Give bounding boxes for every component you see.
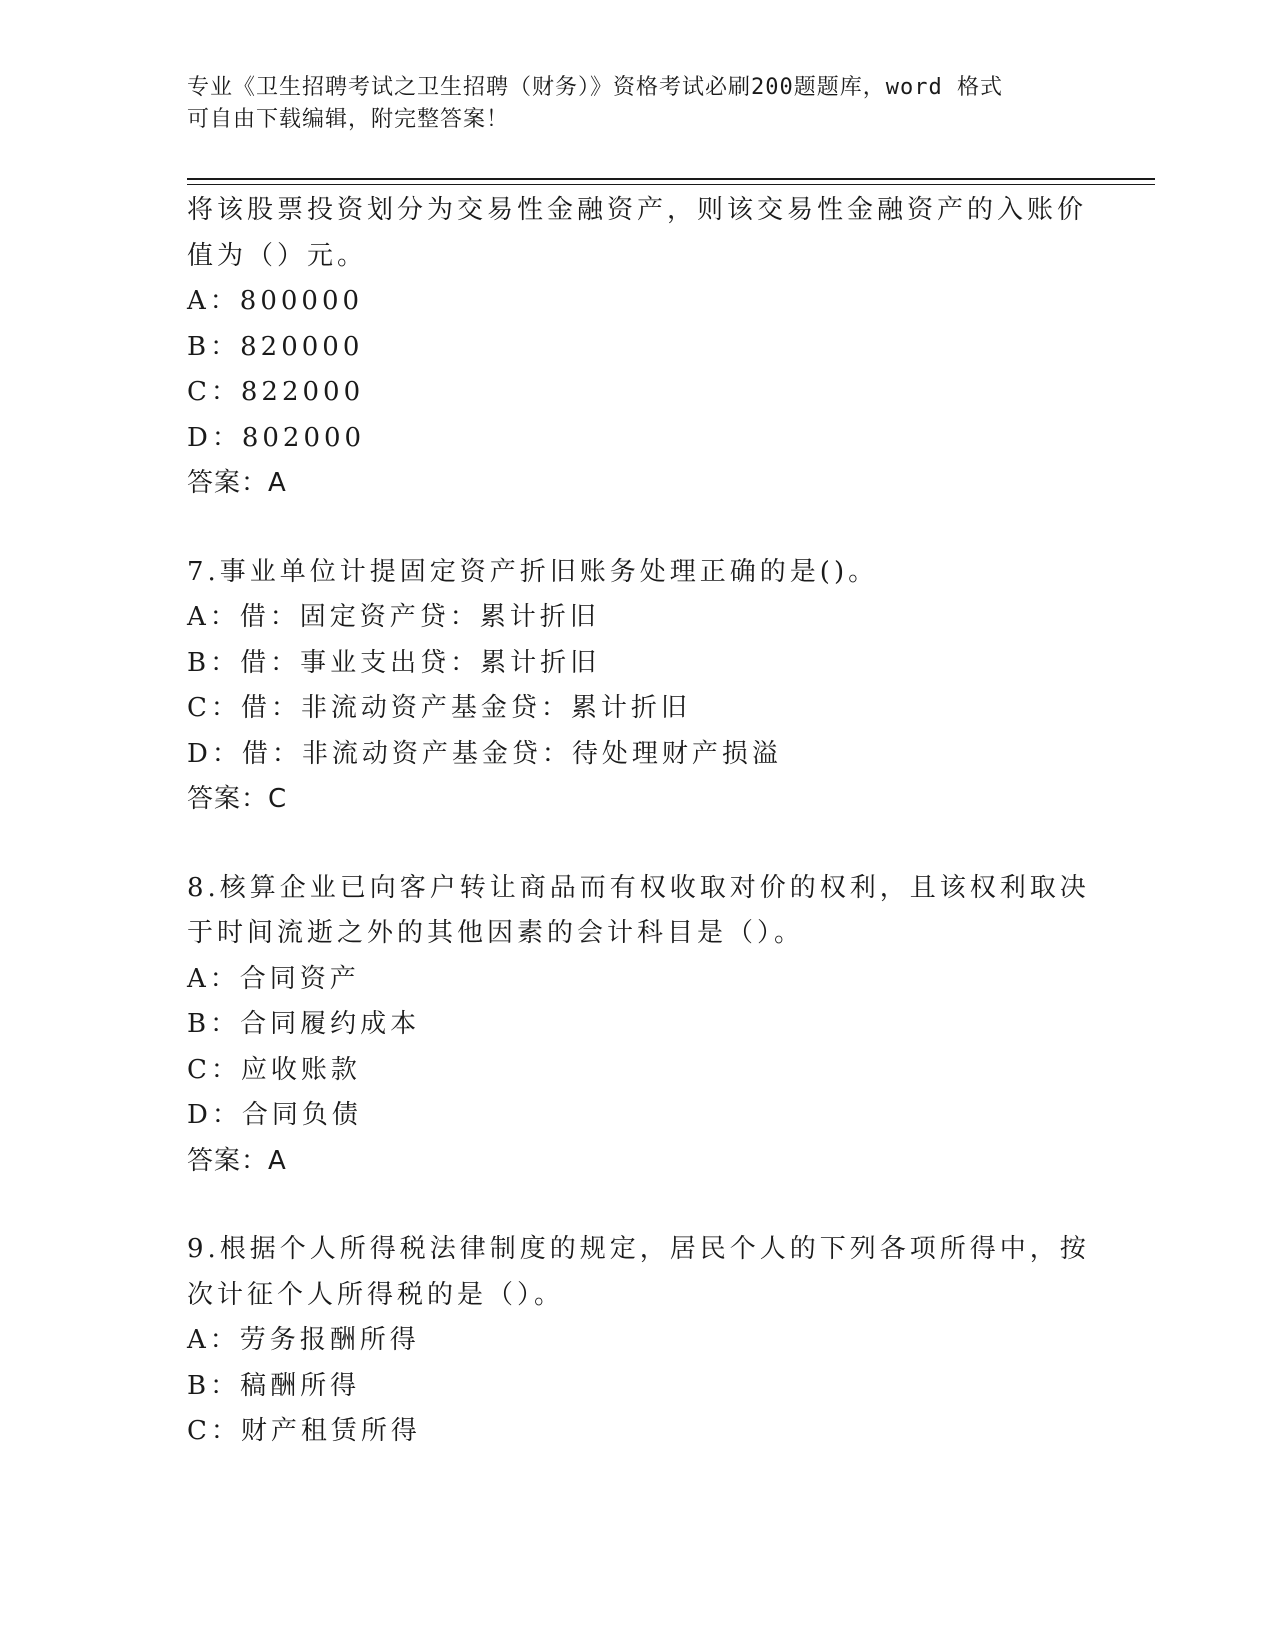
question-6 <box>187 188 1087 507</box>
question-7 <box>187 550 1087 823</box>
option-b: B：820000 <box>187 331 364 362</box>
document-header <box>187 72 1087 136</box>
header-divider-thick <box>187 178 1155 180</box>
answer-line: 答案：C <box>187 784 288 814</box>
spacer <box>187 823 1087 866</box>
option-b: B：合同履约成本 <box>187 1009 421 1039</box>
option-b: B：稿酬所得 <box>187 1370 361 1401</box>
option-d: D：借：非流动资产基金贷：待处理财产损溢 <box>187 738 782 769</box>
header-divider-thin <box>187 184 1155 185</box>
option-c: C：财产租赁所得 <box>187 1416 421 1446</box>
question-stem: 值为（）元。 <box>187 240 368 271</box>
question-8 <box>187 866 1090 1185</box>
question-stem: 于时间流逝之外的其他因素的会计科目是（）。 <box>187 918 805 948</box>
option-a: A：借：固定资产贷：累计折旧 <box>187 602 600 632</box>
question-stem: 9.根据个人所得税法律制度的规定，居民个人的下列各项所得中，按 <box>187 1234 1090 1264</box>
header-title-line-2: 可自由下载编辑，附完整答案！ <box>187 107 510 132</box>
answer-line: 答案：A <box>187 1145 287 1176</box>
option-d: D：802000 <box>187 422 366 453</box>
question-stem: 7.事业单位计提固定资产折旧账务处理正确的是()。 <box>187 556 879 587</box>
question-stem: 次计征个人所得税的是（）。 <box>187 1279 565 1310</box>
option-c: C：应收账款 <box>187 1054 361 1085</box>
question-stem: 8.核算企业已向客户转让商品而有权收取对价的权利，且该权利取决 <box>187 872 1090 903</box>
option-a: A：劳务报酬所得 <box>187 1325 420 1355</box>
question-stem: 将该股票投资划分为交易性金融资产，则该交易性金融资产的入账价 <box>187 195 1088 225</box>
option-d: D：合同负债 <box>187 1100 362 1130</box>
option-a: A：合同资产 <box>187 963 360 994</box>
answer-line: 答案：A <box>187 468 287 498</box>
spacer <box>187 1184 1087 1227</box>
header-title-line-1: 专业《卫生招聘考试之卫生招聘（财务）》资格考试必刷200题题库，word 格式 <box>187 75 1003 100</box>
option-c: C：借：非流动资产基金贷：累计折旧 <box>187 693 691 723</box>
spacer <box>187 507 1087 550</box>
question-9 <box>187 1227 1090 1455</box>
option-b: B：借：事业支出贷：累计折旧 <box>187 647 601 678</box>
option-c: C：822000 <box>187 377 365 407</box>
question-list <box>187 188 1090 1455</box>
option-a: A：800000 <box>187 286 364 316</box>
